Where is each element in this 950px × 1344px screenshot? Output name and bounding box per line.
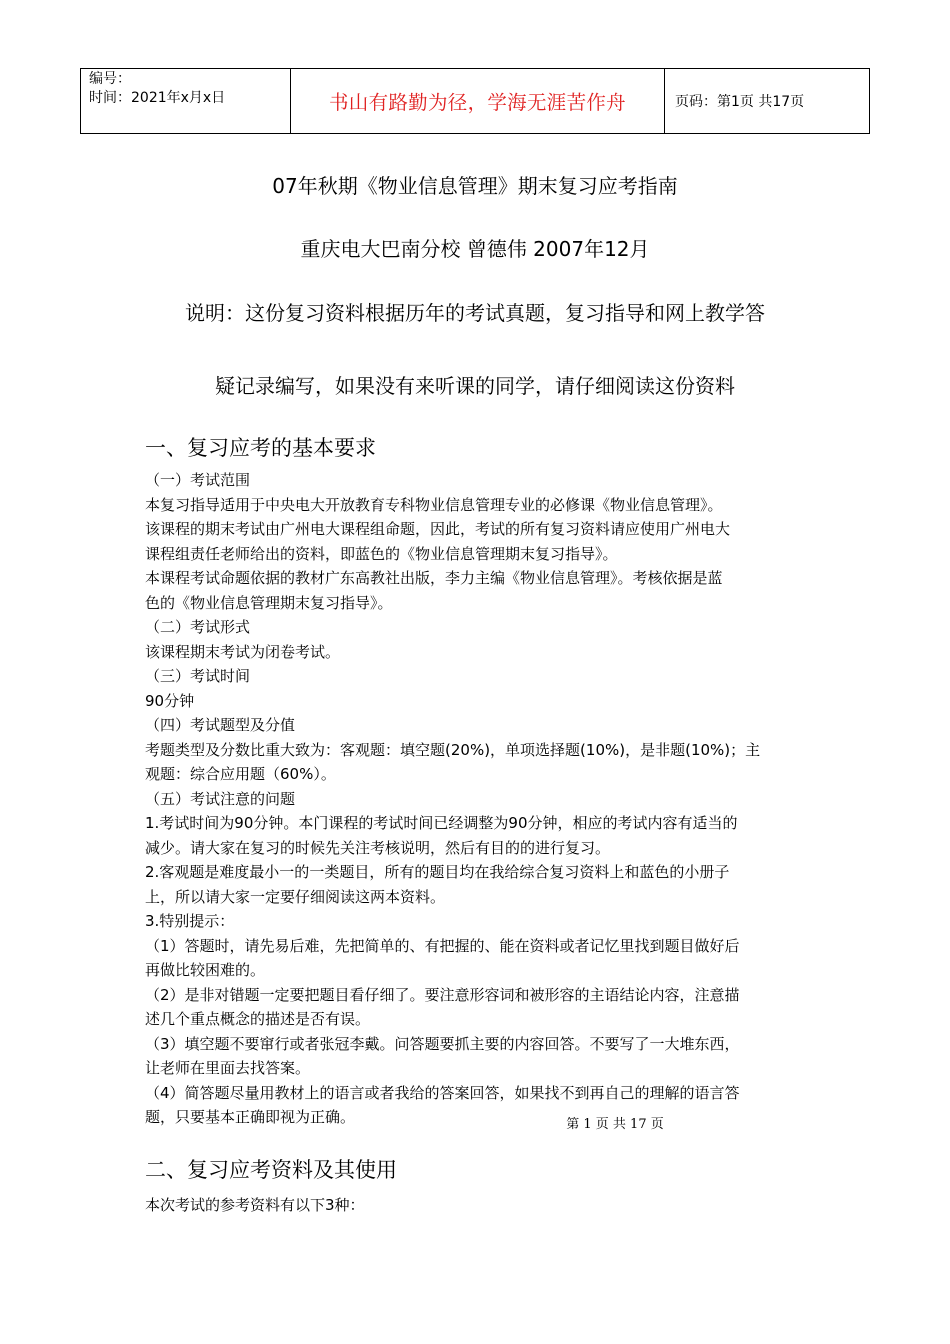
time-label: 时间：2021年x月x日 [89,90,226,106]
body-line: 观题：综合应用题（60%）。 [145,765,336,783]
section-1-heading: 一、复习应考的基本要求 [145,436,376,460]
body-line: 90分钟 [145,691,195,710]
page-label: 页码：第1页 共17页 [675,94,805,110]
body-line: 该课程期末考试为闭卷考试。 [145,642,341,661]
body-line: 上，所以请大家一定要仔细阅读这两本资料。 [145,887,446,906]
body-line: （三）考试时间 [145,667,251,685]
body-line: 本课程考试命题依据的教材广东高教社出版，李力主编《物业信息管理》。考核依据是蓝 [145,569,723,587]
document-title: 07年秋期《物业信息管理》期末复习应考指南 [272,174,678,198]
number-label: 编号： [89,71,131,87]
body-line: （一）考试范围 [145,471,251,489]
page-footer: 第 1 页 共 17 页 [566,1117,664,1132]
body-line: 考题类型及分数比重大致为：客观题：填空题(20%)，单项选择题(10%)，是非题(10%)；主 [145,740,761,759]
body-line: 述几个重点概念的描述是否有误。 [145,1010,371,1028]
header-left-cell [81,69,291,133]
body-line: 2.客观题是难度最小一的一类题目，所有的题目均在我给综合复习资料上和蓝色的小册子 [145,863,730,881]
body-line: 该课程的期末考试由广州电大课程组命题，因此，考试的所有复习资料请应使用广州电大 [145,520,731,538]
intro-line-2: 疑记录编写，如果没有来听课的同学，请仔细阅读这份资料 [215,374,735,398]
body-line: 本次考试的参考资料有以下3种： [145,1196,365,1214]
body-line: 让老师在里面去找答案。 [145,1059,311,1077]
body-line: 再做比较困难的。 [145,961,266,979]
body-line: 题，只要基本正确即视为正确。 [145,1108,356,1126]
body-line: 课程组责任老师给出的资料，即蓝色的《物业信息管理期末复习指导》。 [145,544,618,563]
body-line: 色的《物业信息管理期末复习指导》。 [145,593,393,612]
body-line: （四）考试题型及分值 [145,716,296,734]
document-subtitle: 重庆电大巴南分校 曾德伟 2007年12月 [300,237,650,261]
body-line: 3.特别提示： [145,912,235,930]
body-line: （3）填空题不要窜行或者张冠李戴。问答题要抓主要的内容回答。不要写了一大堆东西， [145,1034,740,1053]
intro-line-1: 说明：这份复习资料根据历年的考试真题，复习指导和网上教学答 [185,301,765,325]
body-line: 减少。请大家在复习的时候先关注考核说明，然后有目的的进行复习。 [145,838,611,857]
body-line: （2）是非对错题一定要把题目看仔细了。要注意形容词和被形容的主语结论内容，注意描 [145,985,740,1004]
body-line: （五）考试注意的问题 [145,789,296,808]
body-line: 1.考试时间为90分钟。本门课程的考试时间已经调整为90分钟，相应的考试内容有适当的 [145,814,738,832]
body-line: （二）考试形式 [145,618,251,636]
body-line: （4）简答题尽量用教材上的语言或者我给的答案回答，如果找不到再自己的理解的语言答 [145,1083,740,1102]
section-2-heading: 二、复习应考资料及其使用 [145,1158,397,1182]
body-line: 本复习指导适用于中央电大开放教育专科物业信息管理专业的必修课《物业信息管理》。 [145,495,723,514]
header-table [80,68,870,134]
body-line: （1）答题时，请先易后难，先把简单的、有把握的、能在资料或者记忆里找到题目做好后 [145,936,740,955]
motto: 书山有路勤为径，学海无涯苦作舟 [291,69,665,133]
section-2-body [145,1193,815,1218]
section-1-body [145,468,815,1130]
